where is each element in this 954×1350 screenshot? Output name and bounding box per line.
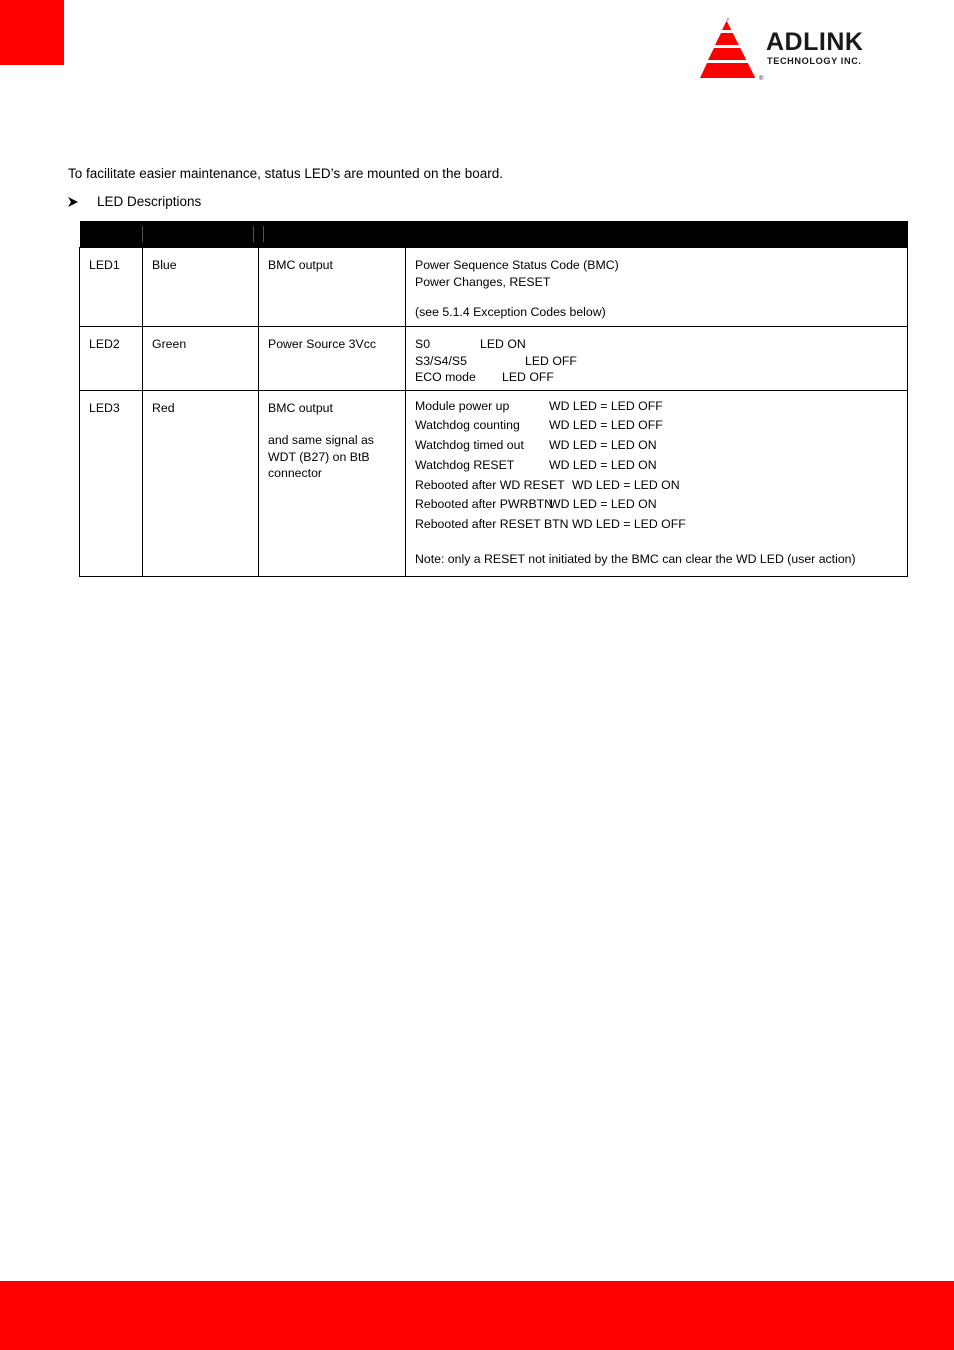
wd-note: Note: only a RESET not initiated by the BMC can clear the WD LED (user action) (415, 552, 856, 567)
logo-registered-mark: ® (759, 76, 764, 82)
wd-state-name: Rebooted after PWRBTN (415, 497, 554, 512)
table-header-cell (80, 221, 143, 248)
table-header-cell (406, 221, 908, 248)
led-description-cell (406, 327, 908, 391)
description-note: (see 5.1.4 Exception Codes below) (415, 305, 606, 319)
led-source-cell: BMC output (259, 248, 406, 327)
source-note: and same signal as WDT (B27) on BtB connector (268, 433, 374, 480)
wd-state-value: WD LED = LED OFF (549, 418, 663, 433)
wd-state-value: WD LED = LED ON (572, 477, 680, 492)
footer-band (0, 1281, 954, 1350)
led-id-cell: LED3 (80, 390, 143, 576)
wd-state-value: WD LED = LED ON (549, 497, 657, 512)
led-source-cell: Power Source 3Vcc (259, 327, 406, 391)
state-name: S0 (415, 337, 431, 351)
wd-state-name: Watchdog RESET (415, 457, 515, 472)
led-id-cell: LED1 (80, 248, 143, 327)
source-label: BMC output (268, 400, 333, 415)
wd-state-value: WD LED = LED ON (549, 457, 657, 472)
state-line (415, 336, 898, 353)
header-corner-block (0, 0, 64, 65)
description-line: Power Sequence Status Code (BMC) (415, 258, 619, 272)
wd-state-line (415, 456, 898, 476)
led-description-cell (406, 390, 908, 576)
led-source-cell (259, 390, 406, 576)
wd-state-value: WD LED = LED ON (549, 438, 657, 453)
logo-wordmark: ADLINK (766, 28, 864, 56)
wd-state-value: WD LED = LED OFF (549, 398, 663, 413)
wd-state-line (415, 436, 898, 456)
wd-state-line (415, 416, 898, 436)
state-line (415, 369, 898, 386)
table-row (80, 248, 908, 327)
wd-state-value: WD LED = LED OFF (572, 517, 686, 532)
description-line: Power Changes, RESET (415, 274, 551, 289)
adlink-triangle-icon (696, 18, 760, 82)
wd-state-name: Module power up (415, 398, 510, 413)
led-color-cell: Green (143, 327, 259, 391)
wd-state-name: Watchdog timed out (415, 438, 524, 453)
table-header-row (80, 221, 908, 248)
state-value: LED OFF (525, 353, 577, 368)
state-name: ECO mode (415, 370, 476, 384)
logo-subtitle: TECHNOLOGY INC. (767, 56, 862, 66)
led-color-cell: Red (143, 390, 259, 576)
wd-state-name: Rebooted after RESET BTN (415, 517, 569, 532)
wd-state-line (415, 397, 898, 417)
wd-state-line (415, 476, 898, 496)
led-color-cell: Blue (143, 248, 259, 327)
wd-state-name: Rebooted after WD RESET (415, 477, 565, 492)
adlink-logo (696, 18, 908, 84)
state-value: LED OFF (502, 370, 554, 384)
arrow-bullet-icon (68, 197, 78, 207)
wd-state-line (415, 515, 898, 535)
intro-paragraph: To facilitate easier maintenance, status LED’s are mounted on the board. (68, 166, 504, 181)
wd-state-line (415, 495, 898, 515)
led-description-cell (406, 248, 908, 327)
wd-state-name: Watchdog counting (415, 418, 520, 433)
table-header-cell (143, 221, 259, 248)
led-id-cell: LED2 (80, 327, 143, 391)
table-row (80, 390, 908, 576)
table-row (80, 327, 908, 391)
state-line (415, 353, 898, 370)
state-name: S3/S4/S5 (415, 353, 467, 368)
led-table (79, 221, 908, 577)
state-value: LED ON (480, 337, 526, 351)
bullet-label: LED Descriptions (97, 194, 202, 209)
table-header-cell (259, 221, 406, 248)
